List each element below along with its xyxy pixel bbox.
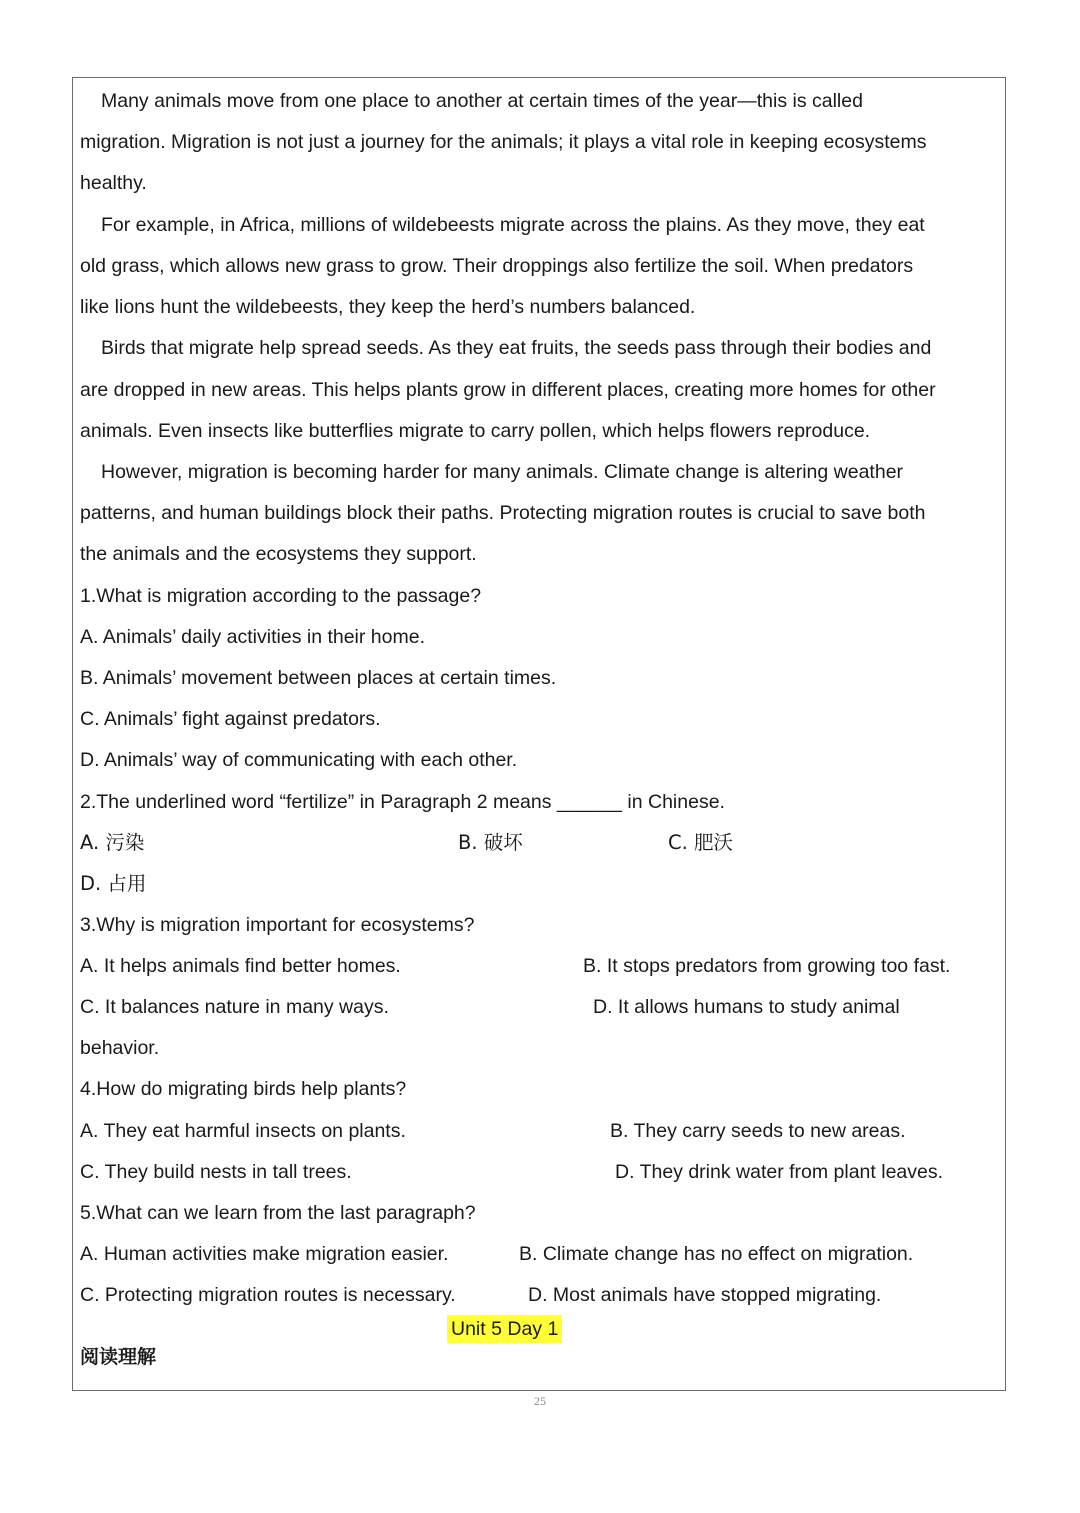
passage-line: healthy.	[80, 172, 147, 194]
question-4: 4.How do migrating birds help plants?	[80, 1078, 407, 1100]
q4-option-c[interactable]: C. They build nests in tall trees.	[80, 1161, 352, 1183]
q3-option-d-continued: behavior.	[80, 1037, 160, 1059]
q2-option-c[interactable]: C. 肥沃	[668, 831, 734, 854]
section-heading: 阅读理解	[80, 1346, 157, 1368]
page-number: 25	[534, 1394, 546, 1408]
q1-option-a[interactable]: A. Animals’ daily activities in their home.	[80, 626, 426, 648]
q1-option-c[interactable]: C. Animals’ fight against predators.	[80, 708, 381, 730]
question-3: 3.Why is migration important for ecosystems?	[80, 914, 475, 936]
q2-option-d[interactable]: D. 占用	[80, 872, 147, 895]
passage-line: However, migration is becoming harder for many animals. Climate change is altering weather	[101, 461, 904, 483]
passage-line: patterns, and human buildings block their paths. Protecting migration routes is crucial to save both	[80, 502, 926, 524]
passage-line: For example, in Africa, millions of wildebeests migrate across the plains. As they move, they eat	[101, 214, 925, 236]
passage-line: old grass, which allows new grass to grow. Their droppings also fertilize the soil. When predators	[80, 255, 914, 277]
passage-line: like lions hunt the wildebeests, they keep the herd’s numbers balanced.	[80, 296, 696, 318]
q3-option-c[interactable]: C. It balances nature in many ways.	[80, 996, 389, 1018]
question-5: 5.What can we learn from the last paragraph?	[80, 1202, 476, 1224]
q2-option-b[interactable]: B. 破坏	[458, 831, 523, 854]
q4-option-d[interactable]: D. They drink water from plant leaves.	[615, 1161, 944, 1183]
passage-line: the animals and the ecosystems they support.	[80, 543, 477, 565]
question-2: 2.The underlined word “fertilize” in Paragraph 2 means ______ in Chinese.	[80, 791, 725, 813]
q4-option-a[interactable]: A. They eat harmful insects on plants.	[80, 1120, 406, 1142]
q4-option-b[interactable]: B. They carry seeds to new areas.	[610, 1120, 906, 1142]
q1-option-d[interactable]: D. Animals’ way of communicating with each other.	[80, 749, 518, 771]
q3-option-d[interactable]: D. It allows humans to study animal	[593, 996, 900, 1018]
q5-option-c[interactable]: C. Protecting migration routes is necessary.	[80, 1284, 456, 1306]
passage-line: animals. Even insects like butterflies migrate to carry pollen, which helps flowers reproduce.	[80, 420, 871, 442]
passage-line: Many animals move from one place to another at certain times of the year—this is called	[101, 90, 863, 112]
passage-line: are dropped in new areas. This helps plants grow in different places, creating more homes for other	[80, 379, 936, 401]
q3-option-a[interactable]: A. It helps animals find better homes.	[80, 955, 401, 977]
passage-line: migration. Migration is not just a journey for the animals; it plays a vital role in keeping ecosystems	[80, 131, 927, 153]
q5-option-b[interactable]: B. Climate change has no effect on migration.	[519, 1243, 914, 1265]
unit-label: Unit 5 Day 1	[447, 1315, 562, 1343]
q1-option-b[interactable]: B. Animals’ movement between places at certain times.	[80, 667, 557, 689]
q5-option-a[interactable]: A. Human activities make migration easier.	[80, 1243, 449, 1265]
q3-option-b[interactable]: B. It stops predators from growing too fast.	[583, 955, 951, 977]
passage-line: Birds that migrate help spread seeds. As they eat fruits, the seeds pass through their bodies and	[101, 337, 932, 359]
question-1: 1.What is migration according to the passage?	[80, 585, 482, 607]
q2-option-a[interactable]: A. 污染	[80, 831, 145, 854]
q5-option-d[interactable]: D. Most animals have stopped migrating.	[528, 1284, 882, 1306]
